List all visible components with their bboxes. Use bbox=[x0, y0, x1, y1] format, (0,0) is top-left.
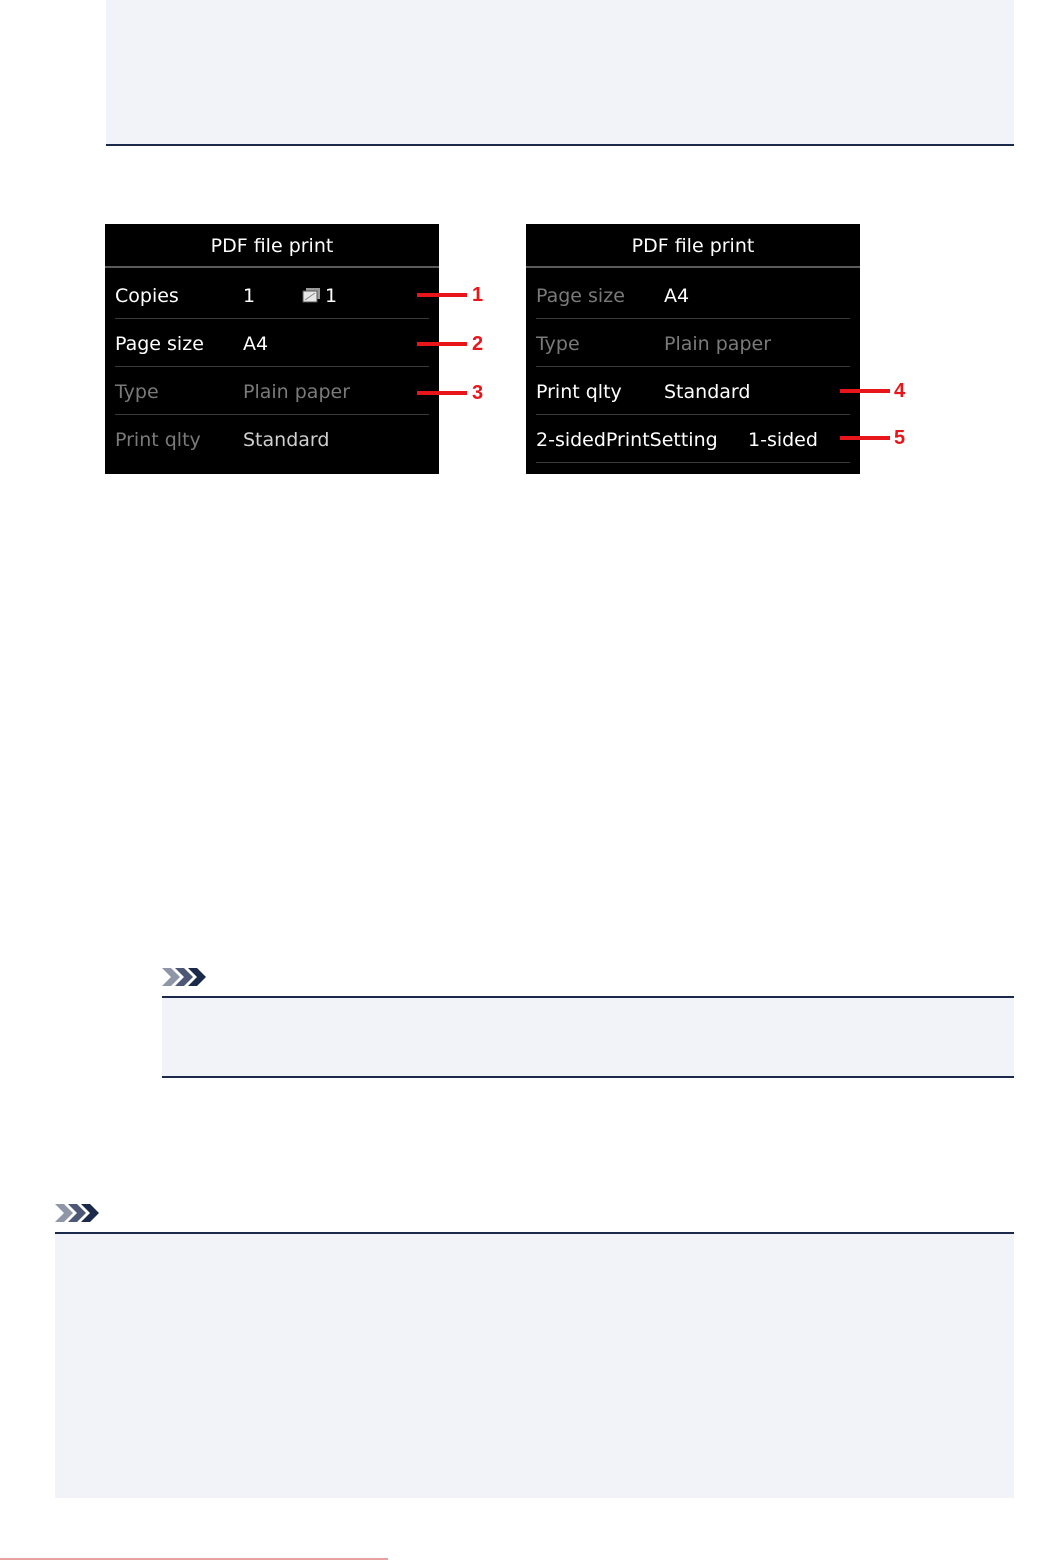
note-chevron-icon bbox=[55, 1202, 105, 1224]
row-label: 2-sidedPrintSetting bbox=[536, 429, 718, 451]
inner-note-bottom-rule bbox=[162, 1076, 1014, 1078]
row-label: Copies bbox=[115, 285, 179, 307]
inner-note-box bbox=[162, 998, 1014, 1076]
setting-row-print-quality[interactable] bbox=[105, 415, 439, 463]
row-label: Page size bbox=[536, 285, 625, 307]
callout-number-2: 2 bbox=[472, 333, 484, 355]
callout-number-5: 5 bbox=[894, 427, 906, 449]
row-label: Type bbox=[536, 333, 580, 355]
row-value: Standard bbox=[243, 429, 330, 451]
row-value: Standard bbox=[664, 381, 751, 403]
setting-row-two-sided[interactable] bbox=[526, 415, 860, 463]
callout-line-5 bbox=[840, 436, 890, 440]
row-label: Print qlty bbox=[115, 429, 201, 451]
setting-row-type[interactable] bbox=[105, 367, 439, 415]
callout-line-4 bbox=[840, 389, 890, 393]
title-divider bbox=[105, 266, 439, 268]
row-value: Plain paper bbox=[664, 333, 772, 355]
row-value: 1-sided bbox=[748, 429, 818, 451]
top-note-box bbox=[106, 0, 1014, 144]
row-label: Type bbox=[115, 381, 159, 403]
screen-title: PDF file print bbox=[631, 235, 755, 257]
row-value: 1 bbox=[243, 285, 256, 307]
copies-stack-icon bbox=[302, 287, 322, 303]
callout-line-2 bbox=[417, 342, 467, 346]
row-divider bbox=[536, 462, 850, 463]
title-divider bbox=[526, 266, 860, 268]
top-note-rule bbox=[106, 144, 1014, 146]
row-value: A4 bbox=[664, 285, 690, 307]
callout-line-1 bbox=[417, 293, 467, 297]
setting-row-type[interactable] bbox=[526, 319, 860, 367]
row-value: Plain paper bbox=[243, 381, 351, 403]
callout-number-1: 1 bbox=[472, 284, 484, 306]
row-label: Print qlty bbox=[536, 381, 622, 403]
row-label: Page size bbox=[115, 333, 204, 355]
note-chevron-icon bbox=[162, 966, 212, 988]
screen-title: PDF file print bbox=[210, 235, 334, 257]
setting-row-print-quality[interactable] bbox=[526, 367, 860, 415]
lcd-screen-right bbox=[526, 224, 860, 474]
row-value: A4 bbox=[243, 333, 269, 355]
copies-count-value: 1 bbox=[325, 285, 338, 307]
callout-number-4: 4 bbox=[894, 380, 906, 402]
callout-number-3: 3 bbox=[472, 382, 484, 404]
setting-row-page-size[interactable] bbox=[526, 271, 860, 319]
page-bottom-rule bbox=[0, 1558, 388, 1560]
bottom-note-box bbox=[55, 1234, 1014, 1498]
setting-row-page-size[interactable] bbox=[105, 319, 439, 367]
callout-line-3 bbox=[417, 391, 467, 395]
lcd-screen-left bbox=[105, 224, 439, 474]
setting-row-copies[interactable] bbox=[105, 271, 439, 319]
